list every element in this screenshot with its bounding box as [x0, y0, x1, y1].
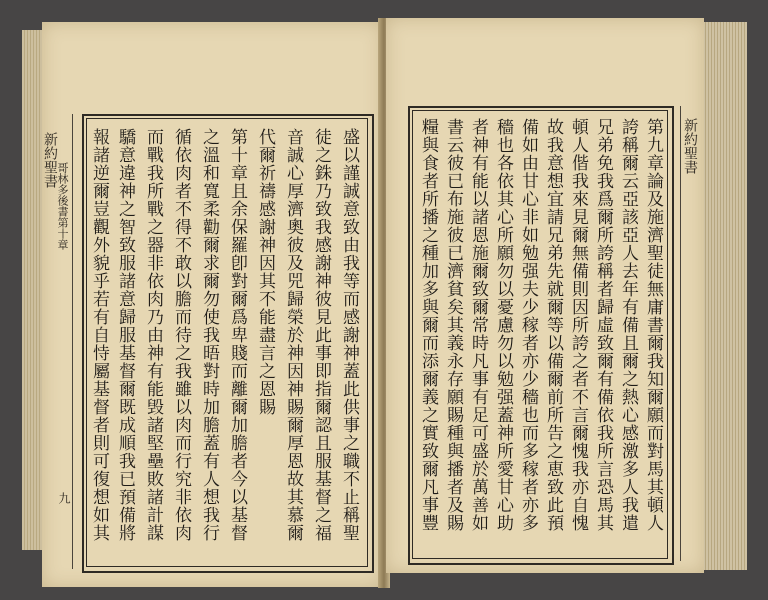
right-col-10: 糧與食者所播之種加多與爾而添爾義之實致爾凡事豐	[418, 118, 438, 532]
right-col-4: 頓人偕我來見爾無備則因所誇之者不言爾愧我亦自愧	[568, 118, 588, 532]
right-col-9: 書云彼已布施彼已濟貧矣其義永存願賜種與播者及賜	[443, 118, 463, 532]
right-col-6: 備如由甘心非如勉强夫少稼者亦少穡也而多稼者亦多	[518, 118, 538, 532]
right-folio: 新約聖書	[682, 118, 698, 174]
left-col-2: 徒之銖乃致我感謝神彼見此事即指爾認且服基督之福	[311, 128, 331, 542]
left-col-10: 報諸逆爾豈觀外貌乎若有自恃屬基督者則可復想如其	[89, 128, 109, 542]
left-col-9: 驕意違神之智致服諸意歸服基督爾既成順我已預備將	[115, 128, 135, 542]
left-col-7: 循依肉者不得不敢以膽而待之我雖以肉而行究非依肉	[171, 128, 191, 542]
right-col-2: 誇稱爾云亞該亞人去年有備且爾之熱心感激多人我遣	[618, 118, 638, 532]
left-page-number: 九	[57, 492, 71, 504]
right-margin-rule	[680, 106, 681, 561]
right-page	[386, 18, 704, 573]
left-col-8: 而戰我所戰之器非依肉乃由神有能毁諸堅壘敗諸計謀	[143, 128, 163, 542]
right-col-5: 故我意想宜請兄弟先就爾等以備爾前所告之恵致此預	[543, 118, 563, 532]
right-col-7: 穡也各依其心所願勿以憂慮勿以勉强蓋神所愛甘心助	[493, 118, 513, 532]
left-col-1: 盛以謹誠意致由我等而感謝神蓋此供事之職不止稱聖	[339, 128, 359, 542]
left-margin-label: 哥林多後書第十章	[56, 162, 69, 250]
left-col-6: 之溫和寬柔勸爾求爾勿使我晤對時加膽蓋有人想我行	[199, 128, 219, 542]
left-page	[42, 22, 382, 587]
left-folio: 新約聖書	[42, 132, 58, 188]
left-col-5: 第十章且余保羅卽對爾爲卑賤而離爾加膽者今以基督	[227, 128, 247, 542]
right-col-1: 第九章論及施濟聖徒無庸書爾我知爾願而對馬其頓人	[643, 118, 663, 532]
right-col-8: 者神有能以諸恩施爾致爾常時凡事有足可盛於萬善如	[468, 118, 488, 532]
left-col-4: 代爾祈禱感謝神因其不能盡言之恩賜	[255, 128, 275, 416]
right-col-3: 兄弟免我爲爾所誇稱者歸虛致爾有備依我所言恐馬其	[593, 118, 613, 532]
page-edges-right	[703, 22, 747, 570]
left-col-3: 音誠心厚濟奧彼及兕歸榮於神因神賜爾厚恩故其慕爾	[283, 128, 303, 542]
